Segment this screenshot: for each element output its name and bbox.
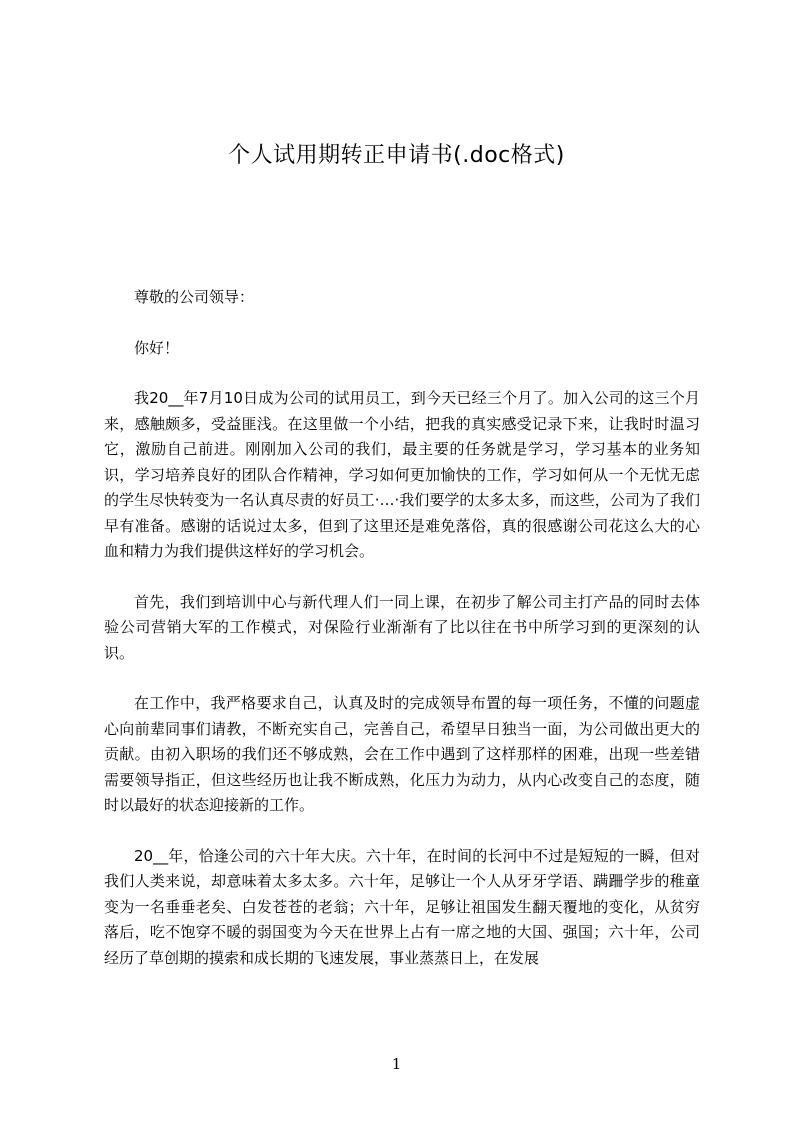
paragraph: 在工作中，我严格要求自己，认真及时的完成领导布置的每一项任务，不懂的问题虚心向前辈同事们请教，不断充实自己，完善自己，希望早日独当一面，为公司做出更大的贡献。由初入职场的我们还不够成熟，会在工作中遇到了这样那样的困难，出现一些差错需要领导指正，但这些经历也让我不断成熟，化压力为动力，从内心改变自己的态度，随时以最好的状态迎接新的工作。: [104, 694, 700, 814]
paragraph: 首先，我们到培训中心与新代理人们一同上课，在初步了解公司主打产品的同时去体验公司营销大军的工作模式，对保险行业渐渐有了比以往在书中所学习到的更深刻的认识。: [104, 592, 700, 662]
paragraph: 我20__年7月10日成为公司的试用员工，到今天已经三个月了。加入公司的这三个月来，感触颇多，受益匪浅。在这里做一个小结，把我的真实感受记录下来，让我时时温习它，激励自己前进。刚刚加入公司的我们，最主要的任务就是学习，学习基本的业务知识，学习培养良好的团队合作精神，学习如何更加愉快的工作，学习如何从一个无忧无虑的学生尽快转变为一名认真尽责的好员工·…·我们要学的太多太多，而这些，公司为了我们早有准备。感谢的话说过太多，但到了这里还是难免落俗，真的很感谢公司花这么大的心血和精力为我们提供这样好的学习机会。: [104, 389, 700, 560]
document-title: 个人试用期转正申请书(.doc格式): [228, 143, 565, 168]
document-body: [104, 285, 700, 996]
paragraph: 20__年，恰逢公司的六十年大庆。六十年，在时间的长河中不过是短短的一瞬，但对我们人类来说，却意味着太多太多。六十年，足够让一个人从牙牙学语、蹒跚学步的稚童变为一名垂垂老矣、白发苍苍的老翁；六十年，足够让祖国发生翻天覆地的变化，从贫穷落后，吃不饱穿不暖的弱国变为今天在世界上占有一席之地的大国、强国；六十年，公司经历了草创期的摸索和成长期的飞速发展，事业蒸蒸日上，在发展: [104, 846, 700, 967]
salutation: 尊敬的公司领导：: [134, 288, 255, 306]
greeting: 你好！: [134, 338, 180, 357]
page-number: 1: [391, 1055, 402, 1073]
